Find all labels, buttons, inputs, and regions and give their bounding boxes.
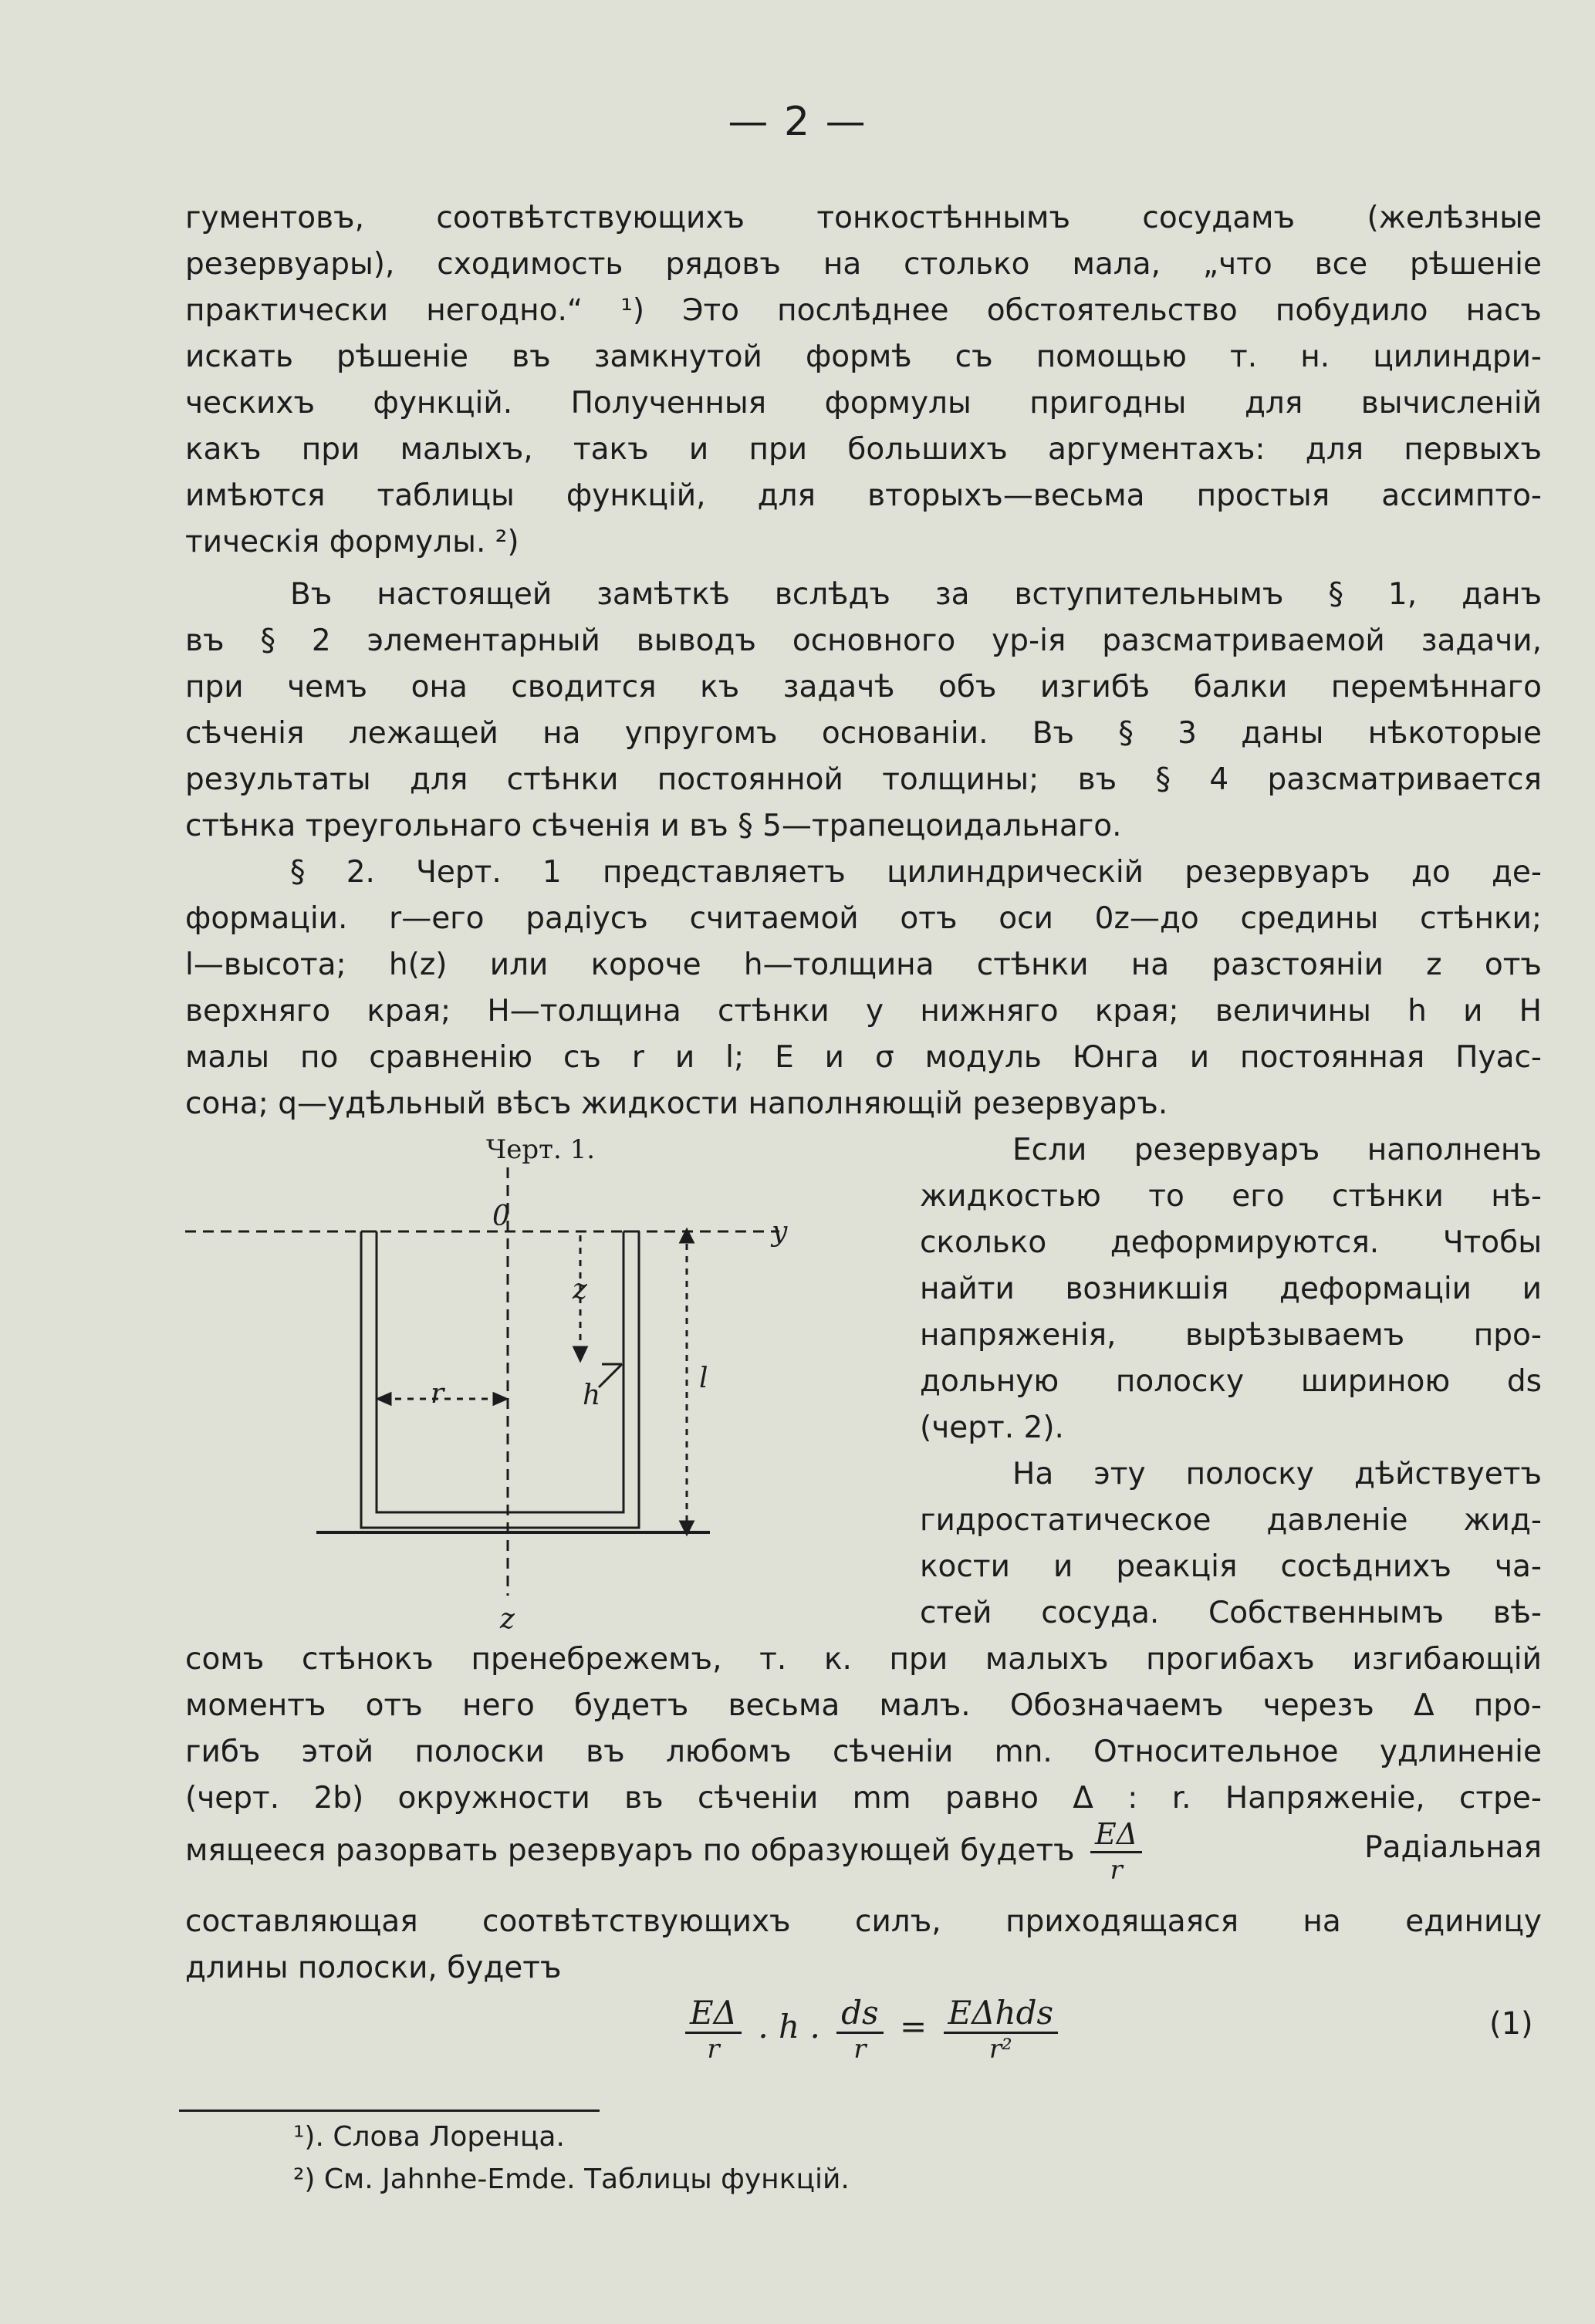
text-line: l—высота; h(z) или короче h—толщина стѣнки на разстояніи z отъ — [185, 948, 1542, 982]
footnote-2: ²) См. Jahnhe-Emde. Таблицы функцій. — [293, 2164, 850, 2195]
fraction — [836, 1994, 883, 2065]
paragraph-5-line-1 — [185, 1817, 1542, 1887]
r-arrow-right-head — [494, 1393, 506, 1404]
text-line: въ § 2 элементарный выводъ основного ур-ія разсматриваемой задачи, — [185, 623, 1542, 658]
text-line: искать рѣшеніе въ замкнутой формѣ съ помощью т. н. цилиндри- — [185, 339, 1542, 374]
paragraph-1 — [185, 195, 1542, 566]
text-line: (черт. 2). — [920, 1410, 1064, 1445]
label-l: l — [699, 1363, 708, 1394]
text-line: дольную полоску шириною ds — [920, 1364, 1542, 1399]
text-line: сона; q—удѣльный вѣсъ жидкости наполняющій резервуаръ. — [185, 1086, 1168, 1121]
text-line: Въ настоящей замѣткѣ вслѣдъ за вступительнымъ § 1, данъ — [290, 577, 1542, 612]
fraction-denominator: r — [836, 2032, 883, 2065]
fraction-numerator: ds — [841, 1994, 879, 2032]
text-line: (черт. 2b) окружности въ сѣченіи mm равно Δ : r. Напряженіе, стре- — [185, 1781, 1542, 1816]
text-line: гибъ этой полоски въ любомъ сѣченіи mn. Относительное удлиненіе — [185, 1735, 1542, 1769]
fraction — [944, 1994, 1058, 2065]
equals-sign: = — [899, 2008, 928, 2045]
label-r: r — [431, 1378, 444, 1410]
right-column-text — [920, 1127, 1542, 1637]
fraction-denominator: r — [685, 2032, 742, 2065]
label-y: y — [772, 1216, 788, 1248]
equation-1 — [679, 1994, 1064, 2065]
equation-text: . h . — [758, 2008, 820, 2045]
equation-number: (1) — [1489, 2006, 1533, 2042]
text-line: длины полоски, будетъ — [185, 1951, 562, 1985]
text-line: стѣнка треугольнаго сѣченія и въ § 5—трапецоидальнаго. — [185, 809, 1122, 843]
text-line: имѣются таблицы функцій, для вторыхъ—весьма простыя ассимпто- — [185, 478, 1542, 513]
fraction-numerator: EΔhds — [948, 1994, 1054, 2032]
text-line: ческихъ функцій. Полученныя формулы пригодны для вычисленій — [185, 386, 1542, 421]
text-line: жидкостью то его стѣнки нѣ- — [920, 1179, 1542, 1214]
text-line: верхняго края; H—толщина стѣнки у нижняго края; величины h и H — [185, 994, 1542, 1029]
h-leader — [599, 1364, 622, 1387]
r-arrow-left-head — [378, 1393, 390, 1404]
paragraph-5 — [185, 1899, 1542, 1991]
footnote-rule — [179, 2110, 600, 2112]
fraction-denominator: r — [1090, 1851, 1142, 1887]
text-line: моментъ отъ него будетъ весьма малъ. Обозначаемъ черезъ Δ про- — [185, 1688, 1542, 1723]
text-line: составляющая соотвѣтствующихъ силъ, приходящаяся на единицу — [185, 1904, 1542, 1939]
fraction-numerator: EΔ — [690, 1994, 737, 2032]
text-line: гументовъ, соотвѣтствующихъ тонкостѣннымъ сосудамъ (желѣзные — [185, 201, 1542, 235]
label-origin: 0 — [492, 1201, 510, 1232]
text-line: малы по сравненію съ r и l; E и σ модуль Юнга и постоянная Пуас- — [185, 1040, 1542, 1075]
label-z-bottom: z — [500, 1603, 515, 1634]
text-line: гидростатическое давленіе жид- — [920, 1503, 1542, 1538]
inline-fraction — [1090, 1817, 1142, 1887]
label-h: h — [583, 1380, 601, 1411]
text-segment: мящееся разорвать резервуаръ по образующей будетъ — [185, 1833, 1075, 1868]
text-line: На эту полоску дѣйствуетъ — [1012, 1457, 1542, 1491]
text-line: сколько деформируются. Чтобы — [920, 1225, 1542, 1260]
text-line: напряженія, вырѣзываемъ про- — [920, 1318, 1542, 1353]
paragraph-2 — [185, 572, 1542, 850]
text-line: стей сосуда. Собственнымъ вѣ- — [920, 1596, 1542, 1630]
page-number: — 2 — — [728, 99, 867, 145]
text-line: какъ при малыхъ, такъ и при большихъ аргументахъ: для первыхъ — [185, 432, 1542, 467]
text-line: найти возникшія деформаціи и — [920, 1272, 1542, 1306]
fraction-numerator: EΔ — [1095, 1817, 1138, 1851]
figure-cylinder-diagram — [185, 1133, 911, 1634]
label-z-top: z — [573, 1274, 587, 1306]
text-segment: Радіальная — [1364, 1830, 1542, 1865]
text-line: практически негодно.“ ¹) Это послѣднее обстоятельство побудило насъ — [185, 293, 1542, 328]
paragraph-4 — [185, 1637, 1542, 1822]
figure-caption: Черт. 1. — [486, 1134, 596, 1165]
footnote-1: ¹). Слова Лоренца. — [293, 2121, 565, 2153]
text-line: сомъ стѣнокъ пренебрежемъ, т. к. при малыхъ прогибахъ изгибающій — [185, 1642, 1542, 1677]
text-line: резервуары), сходимость рядовъ на столько мала, „что все рѣшеніе — [185, 247, 1542, 282]
text-line: сѣченія лежащей на упругомъ основаніи. Въ § 3 даны нѣкоторые — [185, 716, 1542, 751]
text-line: кости и реакція сосѣднихъ ча- — [920, 1549, 1542, 1584]
text-line: результаты для стѣнки постоянной толщины; въ § 4 разсматривается — [185, 762, 1542, 797]
fraction-denominator: r² — [944, 2032, 1058, 2065]
paragraph-3 — [185, 850, 1542, 1127]
text-line: формаціи. r—его радіусъ считаемой отъ оси 0z—до средины стѣнки; — [185, 901, 1542, 936]
fraction — [685, 1994, 742, 2065]
text-line: тическія формулы. ²) — [185, 525, 519, 559]
text-line: Если резервуаръ наполненъ — [1012, 1133, 1542, 1167]
text-line: при чемъ она сводится къ задачѣ объ изгибѣ балки перемѣннаго — [185, 670, 1542, 704]
text-line: § 2. Черт. 1 представляетъ цилиндрическій резервуаръ до де- — [290, 855, 1542, 890]
z-arrow-head — [574, 1347, 586, 1360]
